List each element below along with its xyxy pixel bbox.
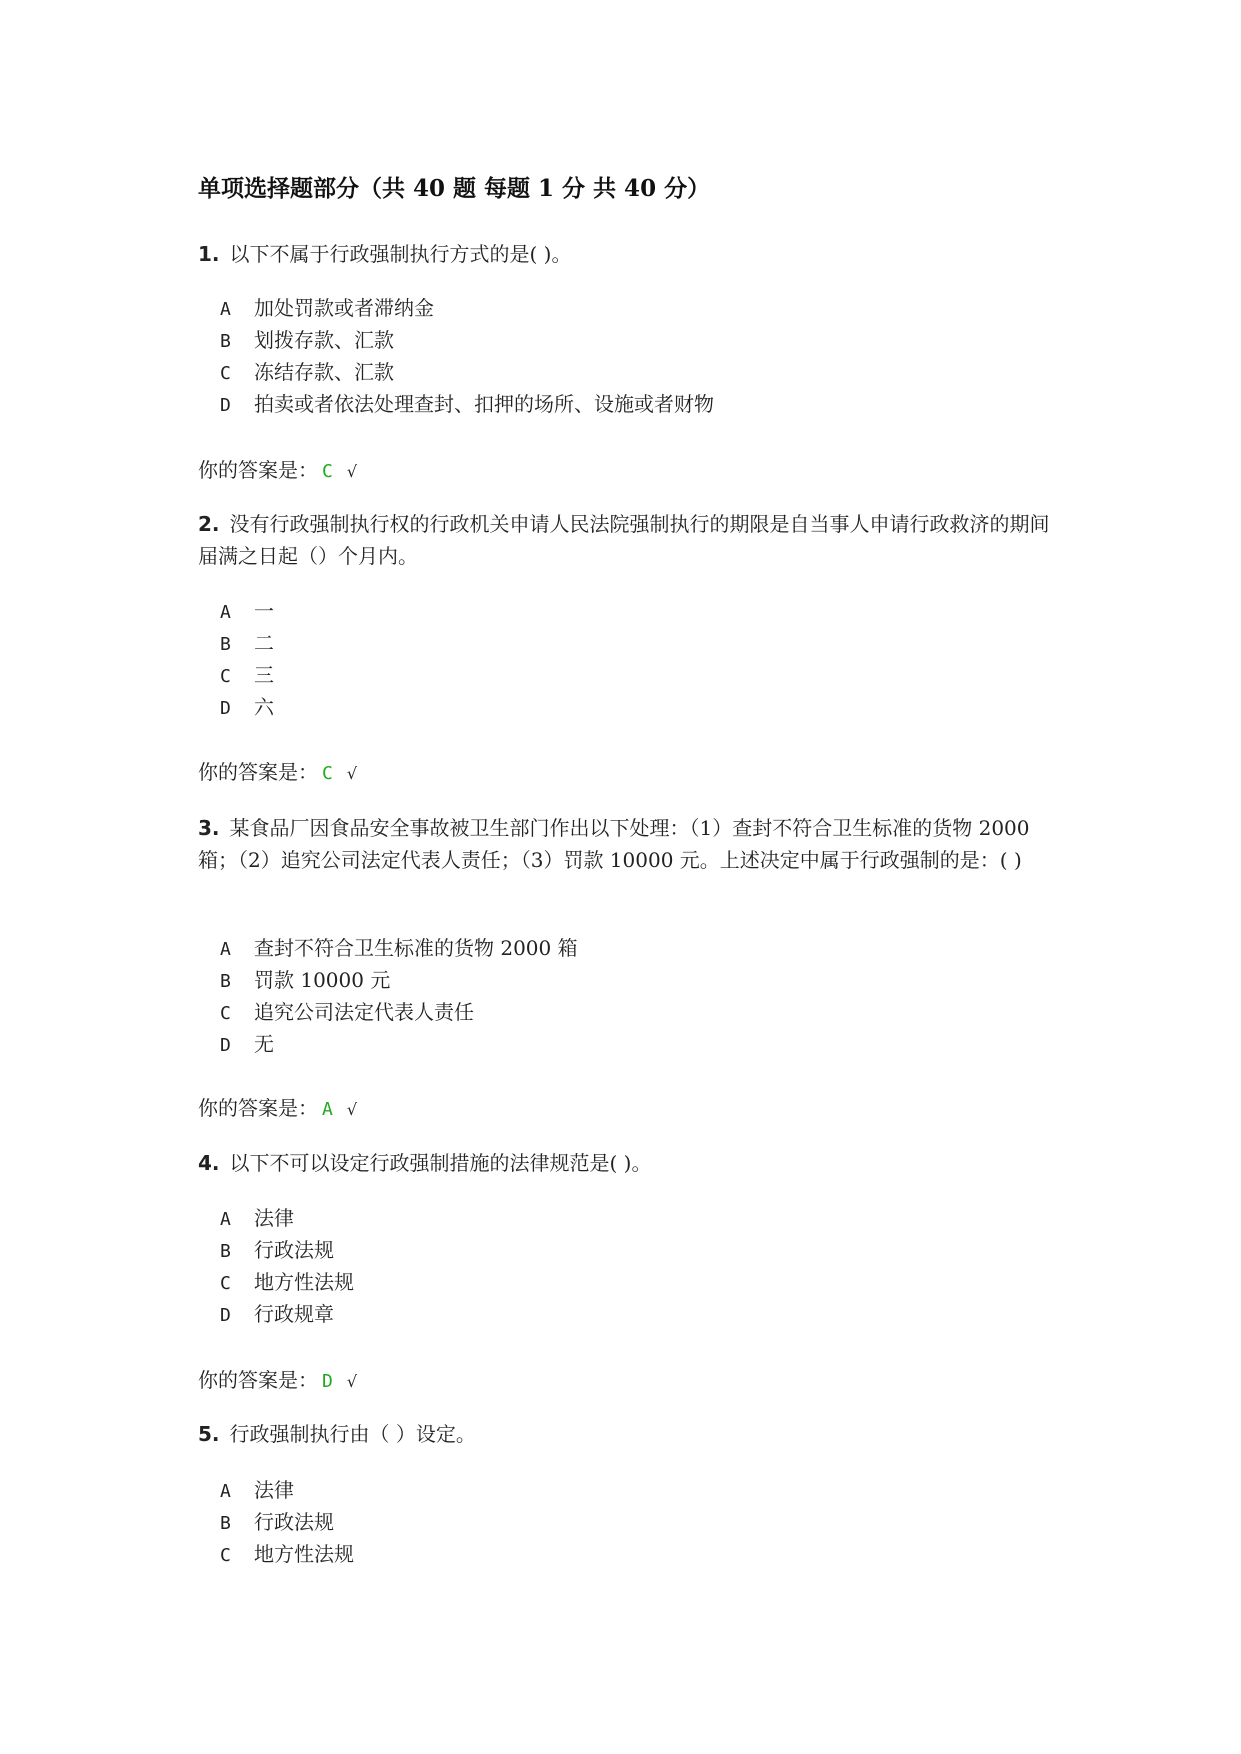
option-text: 加处罚款或者滞纳金 xyxy=(254,296,434,320)
option-text: 冻结存款、汇款 xyxy=(254,360,394,384)
answer-value: D xyxy=(322,1371,333,1392)
option-text: 拍卖或者依法处理查封、扣押的场所、设施或者财物 xyxy=(254,392,714,416)
option-letter: D xyxy=(220,395,231,416)
option-c xyxy=(220,659,274,693)
option-letter: A xyxy=(220,299,231,320)
check-mark-icon: √ xyxy=(346,462,358,481)
question-5 xyxy=(198,1418,1058,1450)
check-mark-icon: √ xyxy=(346,764,358,783)
option-b xyxy=(220,964,390,998)
check-mark-icon: √ xyxy=(346,1100,358,1119)
question-text: 以下不属于行政强制执行方式的是( )。 xyxy=(229,242,572,266)
option-text: 一 xyxy=(254,599,274,623)
option-letter: C xyxy=(220,1273,231,1294)
option-a xyxy=(220,595,274,629)
question-text: 以下不可以设定行政强制措施的法律规范是( )。 xyxy=(229,1151,652,1175)
answer-value: C xyxy=(322,763,333,784)
section-title: 单项选择题部分（共 40 题 每题 1 分 共 40 分） xyxy=(198,175,711,202)
option-letter: A xyxy=(220,1209,231,1230)
option-text: 追究公司法定代表人责任 xyxy=(254,1000,474,1024)
option-text: 三 xyxy=(254,663,274,687)
option-c xyxy=(220,1266,354,1300)
answer-label: 你的答案是： xyxy=(198,458,318,482)
answer-line xyxy=(198,454,357,488)
option-a xyxy=(220,1202,294,1236)
answer-line xyxy=(198,756,357,790)
question-number: 2. xyxy=(198,512,220,536)
answer-value: C xyxy=(322,461,333,482)
answer-line xyxy=(198,1092,357,1126)
option-text: 法律 xyxy=(254,1478,294,1502)
option-letter: B xyxy=(220,331,231,352)
question-1 xyxy=(198,238,1058,270)
option-text: 行政法规 xyxy=(254,1238,334,1262)
question-4 xyxy=(198,1147,1058,1179)
option-d xyxy=(220,1028,274,1062)
option-b xyxy=(220,1506,334,1540)
option-b xyxy=(220,627,274,661)
option-text: 无 xyxy=(254,1032,274,1056)
question-number: 5. xyxy=(198,1422,220,1446)
check-mark-icon: √ xyxy=(346,1372,358,1391)
option-letter: B xyxy=(220,1241,231,1262)
option-letter: B xyxy=(220,1513,231,1534)
option-letter: C xyxy=(220,1545,231,1566)
option-letter: B xyxy=(220,971,231,992)
answer-label: 你的答案是： xyxy=(198,1096,318,1120)
option-d xyxy=(220,691,274,725)
option-letter: D xyxy=(220,1035,231,1056)
option-b xyxy=(220,1234,334,1268)
answer-label: 你的答案是： xyxy=(198,760,318,784)
option-letter: B xyxy=(220,634,231,655)
answer-line xyxy=(198,1364,357,1398)
option-text: 法律 xyxy=(254,1206,294,1230)
option-a xyxy=(220,932,578,966)
option-letter: C xyxy=(220,363,231,384)
question-text: 某食品厂因食品安全事故被卫生部门作出以下处理：（1）查封不符合卫生标准的货物 2000 箱；（2）追究公司法定代表人责任；（3）罚款 10000 元。上述决定中属于行政强制的是：( ) xyxy=(198,816,1030,872)
option-text: 行政法规 xyxy=(254,1510,334,1534)
option-text: 六 xyxy=(254,695,274,719)
question-number: 4. xyxy=(198,1151,220,1175)
question-number: 3. xyxy=(198,816,220,840)
question-text: 没有行政强制执行权的行政机关申请人民法院强制执行的期限是自当事人申请行政救济的期间届满之日起（）个月内。 xyxy=(198,512,1050,568)
option-letter: A xyxy=(220,1481,231,1502)
question-text: 行政强制执行由（ ）设定。 xyxy=(229,1422,476,1446)
option-letter: D xyxy=(220,698,231,719)
option-a xyxy=(220,292,434,326)
answer-value: A xyxy=(322,1099,333,1120)
option-c xyxy=(220,356,394,390)
option-letter: A xyxy=(220,939,231,960)
option-c xyxy=(220,996,474,1030)
option-b xyxy=(220,324,394,358)
option-letter: C xyxy=(220,666,231,687)
option-text: 罚款 10000 元 xyxy=(254,968,391,992)
option-a xyxy=(220,1474,294,1508)
option-d xyxy=(220,388,714,422)
option-text: 二 xyxy=(254,631,274,655)
option-c xyxy=(220,1538,354,1572)
question-number: 1. xyxy=(198,242,220,266)
option-text: 查封不符合卫生标准的货物 2000 箱 xyxy=(254,936,578,960)
answer-label: 你的答案是： xyxy=(198,1368,318,1392)
option-letter: D xyxy=(220,1305,231,1326)
question-2 xyxy=(198,508,1058,572)
option-text: 地方性法规 xyxy=(254,1270,354,1294)
question-3 xyxy=(198,812,1058,876)
option-d xyxy=(220,1298,334,1332)
option-text: 行政规章 xyxy=(254,1302,334,1326)
option-text: 地方性法规 xyxy=(254,1542,354,1566)
option-text: 划拨存款、汇款 xyxy=(254,328,394,352)
option-letter: C xyxy=(220,1003,231,1024)
option-letter: A xyxy=(220,602,231,623)
